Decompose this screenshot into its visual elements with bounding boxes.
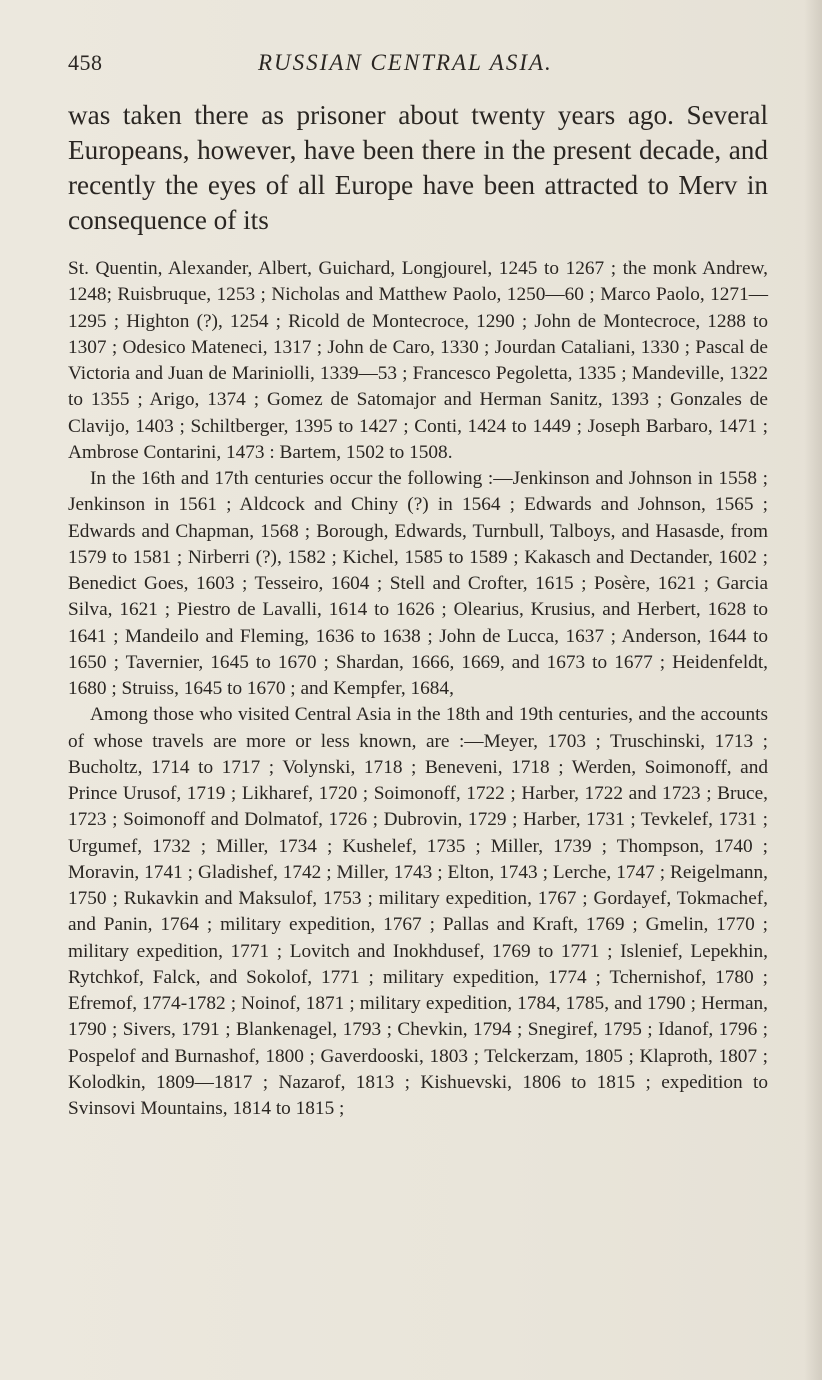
page-number: 458 — [68, 50, 103, 75]
footnote-paragraph: St. Quentin, Alexander, Albert, Guichard, Longjourel, 1245 to 1267 ; the monk Andrew, 1248; Ruisbruque, 1253 ; Nicholas and Matthew Paolo, 1250—60 ; Marco Paolo, 1271—1295 ; Highton (?), 1254 ; Ricold de Montecroce, 1290 ; John de Montecroce, 1288 to 1307 ; Odesico Mateneci, 1317 ; John de Caro, 1330 ; Jourdan Cataliani, 1330 ; Pascal de Victoria and Juan de Mariniolli, 1339—53 ; Francesco Pegoletta, 1335 ; Mandeville, 1322 to 1355 ; Arigo, 1374 ; Gomez de Satomajor and Herman Sanitz, 1393 ; Gonzales de Clavijo, 1403 ; Schiltberger, 1395 to 1427 ; Conti, 1424 to 1449 ; Joseph Barbaro, 1471 ; Ambrose Contarini, 1473 : Bartem, 1502 to 1508. — [68, 258, 768, 463]
page-header — [68, 50, 768, 84]
footnote-block — [68, 256, 768, 1122]
running-head: RUSSIAN CENTRAL ASIA. — [258, 50, 553, 75]
body-paragraph: was taken there as prisoner about twenty years ago. Several Europeans, however, have been there in the present decade, and recently the eyes of all Europe have been attracted to Merv in consequence of its — [68, 100, 768, 235]
footnote-paragraph: In the 16th and 17th centuries occur the following :—Jenkinson and Johnson in 1558 ; Jenkinson in 1561 ; Aldcock and Chiny (?) in 1564 ; Edwards and Johnson, 1565 ; Edwards and Chapman, 1568 ; Borough, Edwards, Turnbull, Talboys, and Hasasde, from 1579 to 1581 ; Nirberri (?), 1582 ; Kichel, 1585 to 1589 ; Kakasch and Dectander, 1602 ; Benedict Goes, 1603 ; Tesseiro, 1604 ; Stell and Crofter, 1615 ; Posère, 1621 ; Garcia Silva, 1621 ; Piestro de Lavalli, 1614 to 1626 ; Olearius, Krusius, and Herbert, 1628 to 1641 ; Mandeilo and Fleming, 1636 to 1638 ; John de Lucca, 1637 ; Anderson, 1644 to 1650 ; Tavernier, 1645 to 1670 ; Shardan, 1666, 1669, and 1673 to 1677 ; Heidenfeldt, 1680 ; Struiss, 1645 to 1670 ; and Kempfer, 1684, — [68, 468, 768, 699]
page-edge-shadow — [804, 0, 822, 1380]
footnote-paragraph: Among those who visited Central Asia in the 18th and 19th centuries, and the accounts of whose travels are more or less known, are :—Meyer, 1703 ; Truschinski, 1713 ; Bucholtz, 1714 to 1717 ; Volynski, 1718 ; Beneveni, 1718 ; Werden, Soimonoff, and Prince Urusof, 1719 ; Likharef, 1720 ; Soimonoff, 1722 ; Harber, 1722 and 1723 ; Bruce, 1723 ; Soimonoff and Dolmatof, 1726 ; Dubrovin, 1729 ; Harber, 1731 ; Tevkelef, 1731 ; Urgumef, 1732 ; Miller, 1734 ; Kushelef, 1735 ; Miller, 1739 ; Thompson, 1740 ; Moravin, 1741 ; Gladishef, 1742 ; Miller, 1743 ; Elton, 1743 ; Lerche, 1747 ; Reigelmann, 1750 ; Rukavkin and Maksulof, 1753 ; military expedition, 1767 ; Gordayef, Tokmachef, and Panin, 1764 ; military expedition, 1767 ; Pallas and Kraft, 1769 ; Gmelin, 1770 ; military expedition, 1771 ; Lovitch and Inokhdusef, 1769 to 1771 ; Islenief, Lepekhin, Rytchkof, Falck, and Sokolof, 1771 ; military expedition, 1774 ; Tchernishof, 1780 ; Efremof, 1774-1782 ; Noinof, 1871 ; military expedition, 1784, 1785, and 1790 ; Herman, 1790 ; Sivers, 1791 ; Blankenagel, 1793 ; Chevkin, 1794 ; Snegiref, 1795 ; Idanof, 1796 ; Pospelof and Burnashof, 1800 ; Gaverdooski, 1803 ; Telckerzam, 1805 ; Klaproth, 1807 ; Kolodkin, 1809—1817 ; Nazarof, 1813 ; Kishuevski, 1806 to 1815 ; expedition to Svinsovi Mountains, 1814 to 1815 ; — [68, 704, 768, 1119]
